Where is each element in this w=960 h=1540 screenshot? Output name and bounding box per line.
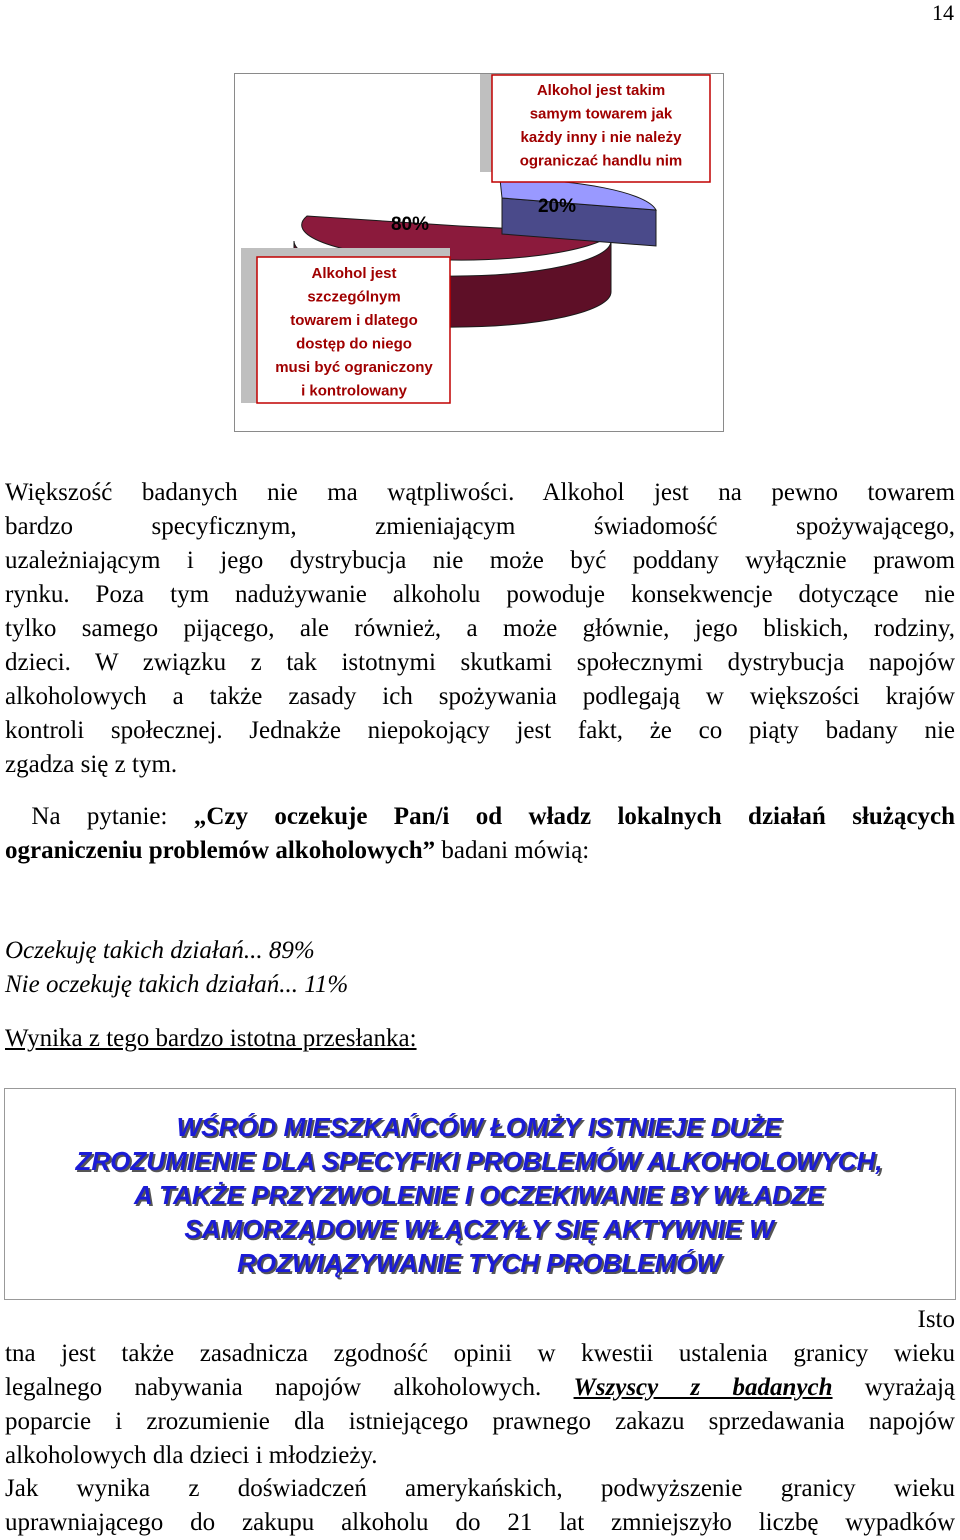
paragraph-2-line-3-after: wyrażają [832, 1374, 956, 1401]
paragraph-2 [5, 1303, 955, 1473]
paragraph-1-line: rynku. Poza tym nadużywanie alkoholu powoduje konsekwencje dotyczące nie [5, 581, 955, 608]
paragraph-1-line: kontroli społecznej. Jednakże niepokojący jest fakt, że co piąty badany nie [5, 717, 955, 744]
paragraph-2-line: tna jest także zasadnicza zgodność opinii w kwestii ustalenia granicy wieku [5, 1340, 955, 1367]
all-respondents-emphasis: Wszyscy z badanych [573, 1374, 833, 1401]
paragraph-1 [5, 476, 955, 782]
pie-label-20: 20% [537, 196, 577, 217]
paragraph-3 [5, 1472, 955, 1540]
paragraph-1-line: dzieci. W związku z tak istotnymi skutkami społecznymi dystrybucja napojów [5, 649, 955, 676]
highlight-line: ROZWIĄZYWANIE TYCH PROBLEMÓW [237, 1248, 721, 1278]
callout-line: każdy inny i nie należy [520, 129, 682, 146]
highlight-box-text [4, 1110, 954, 1280]
question-suffix: badani mówią: [435, 837, 590, 864]
callout-line: szczególnym [307, 288, 401, 306]
pie-label-80: 80% [390, 214, 430, 235]
paragraph-2-first-line: Isto [917, 1306, 955, 1333]
pie-chart-frame [234, 73, 724, 432]
callout-line: ograniczać handlu nim [519, 152, 683, 170]
callout-line: dostęp do niego [296, 335, 412, 353]
callout-line: towarem i dlatego [290, 312, 418, 329]
paragraph-1-line: Większość badanych nie ma wątpliwości. Alkohol jest na pewno towarem [5, 479, 955, 506]
pie-chart [235, 74, 723, 431]
callout-line: samym towarem jak [529, 105, 673, 123]
question-line-1 [5, 800, 955, 834]
highlight-line: A TAKŻE PRZYZWOLENIE I OCZEKIWANIE BY WŁADZE [134, 1180, 824, 1210]
question-bold-2: ograniczeniu problemów alkoholowych” [5, 837, 436, 864]
question-paragraph [5, 800, 955, 868]
question-line-2 [5, 834, 955, 868]
callout-line: i kontrolowany [301, 382, 407, 400]
paragraph-2-line: poparcie i zrozumienie dla istniejącego prawnego zakazu sprzedawania napojów [5, 1408, 955, 1435]
paragraph-1-line: bardzo specyficznym, zmieniającym świadomość spożywającego, [5, 513, 955, 540]
question-prefix: Na pytanie: [31, 803, 194, 830]
conclusion-heading: Wynika z tego bardzo istotna przesłanka: [5, 1025, 417, 1052]
paragraph-1-line: tylko samego pijącego, ale również, a może głównie, jego bliskich, rodziny, [5, 615, 955, 642]
paragraph-2-line-3 [5, 1371, 955, 1405]
answer-no: Nie oczekuję takich działań... 11% [5, 971, 349, 998]
paragraph-1-line: uzależniającym i jego dystrybucja nie może być poddany wyłącznie prawom [5, 547, 955, 574]
paragraph-2-line-3-before: legalnego nabywania napojów alkoholowych. [5, 1374, 574, 1401]
highlight-line: SAMORZĄDOWE WŁĄCZYŁY SIĘ AKTYWNIE W [184, 1214, 774, 1244]
paragraph-1-line: alkoholowych a także zasady ich spożywania podlegają w większości krajów [5, 683, 955, 710]
callout-line: musi być ograniczony [275, 359, 433, 376]
paragraph-1-line: zgadza się z tym. [5, 751, 178, 778]
paragraph-3-line: uprawniającego do zakupu alkoholu do 21 lat zmniejszyło liczbę wypadków [5, 1509, 955, 1536]
page-number: 14 [932, 0, 954, 25]
paragraph-2-line: alkoholowych dla dzieci i młodzieży. [5, 1442, 378, 1469]
highlight-line: WŚRÓD MIESZKAŃCÓW ŁOMŻY ISTNIEJE DUŻE [176, 1112, 782, 1142]
answer-yes: Oczekuję takich działań... 89% [5, 937, 315, 964]
callout-line: Alkohol jest takim [536, 82, 666, 99]
question-bold-1: „Czy oczekuje Pan/i od władz lokalnych działań służących [193, 803, 955, 830]
highlight-line: ZROZUMIENIE DLA SPECYFIKI PROBLEMÓW ALKOHOLOWYCH, [75, 1146, 883, 1176]
callout-line: Alkohol jest [311, 265, 397, 282]
paragraph-3-line: Jak wynika z doświadczeń amerykańskich, podwyższenie granicy wieku [5, 1475, 955, 1502]
